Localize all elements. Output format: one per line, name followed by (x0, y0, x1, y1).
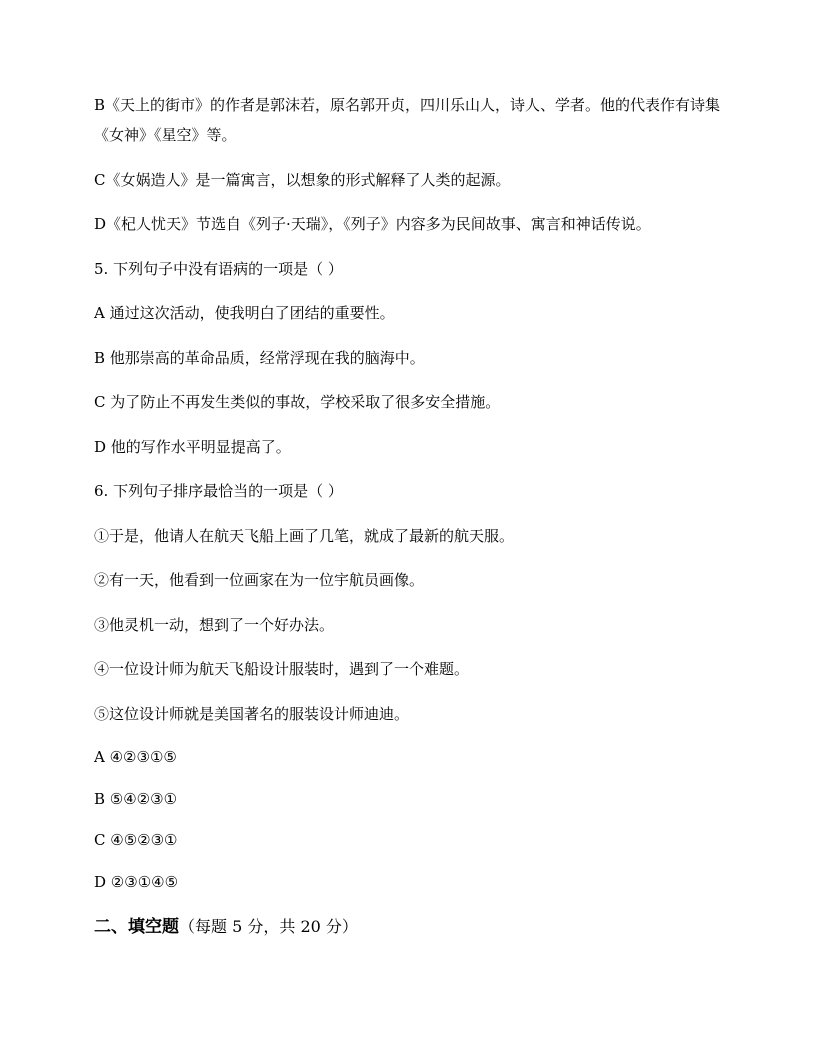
q6-option-c: C ④⑤②③① (94, 831, 178, 849)
q6-sentence-5: ⑤这位设计师就是美国著名的服装设计师迪迪。 (94, 705, 410, 723)
q6-sentence-1: ①于是，他请人在航天飞船上画了几笔，就成了最新的航天服。 (94, 527, 515, 545)
q6-stem: 6. 下列句子排序最恰当的一项是（ ） (94, 482, 343, 500)
q6-option-b: B ⑤④②③① (94, 790, 178, 808)
q5-option-b: B 他那崇高的革命品质，经常浮现在我的脑海中。 (94, 349, 425, 367)
q6-sentence-4: ④一位设计师为航天飞船设计服装时，遇到了一个难题。 (94, 660, 470, 678)
q6-sentence-3: ③他灵机一动，想到了一个好办法。 (94, 616, 335, 634)
q6-sentence-2: ②有一天，他看到一位画家在为一位宇航员画像。 (94, 571, 425, 589)
q4-option-d: D《杞人忧天》节选自《列子·天瑞》，《列子》内容多为民间故事、寓言和神话传说。 (94, 215, 651, 233)
section-note: （每题 5 分，共 20 分） (179, 917, 358, 936)
q5-option-c: C 为了防止不再发生类似的事故，学校采取了很多安全措施。 (94, 393, 501, 411)
q5-option-a: A 通过这次活动，使我明白了团结的重要性。 (94, 304, 395, 322)
section-heading (94, 912, 734, 942)
q6-option-a: A ④②③①⑤ (94, 748, 177, 766)
q4-option-c: C《女娲造人》是一篇寓言，以想象的形式解释了人类的起源。 (94, 171, 511, 189)
q5-stem: 5. 下列句子中没有语病的一项是（ ） (94, 260, 343, 278)
q6-option-d: D ②③①④⑤ (94, 873, 179, 891)
q5-option-d: D 他的写作水平明显提高了。 (94, 438, 291, 456)
q4-option-b: B《天上的街市》的作者是郭沫若，原名郭开贞，四川乐山人，诗人、学者。他的代表作有诗集《女神》《星空》等。 (94, 96, 721, 144)
section-title: 二、填空题 (94, 917, 179, 937)
